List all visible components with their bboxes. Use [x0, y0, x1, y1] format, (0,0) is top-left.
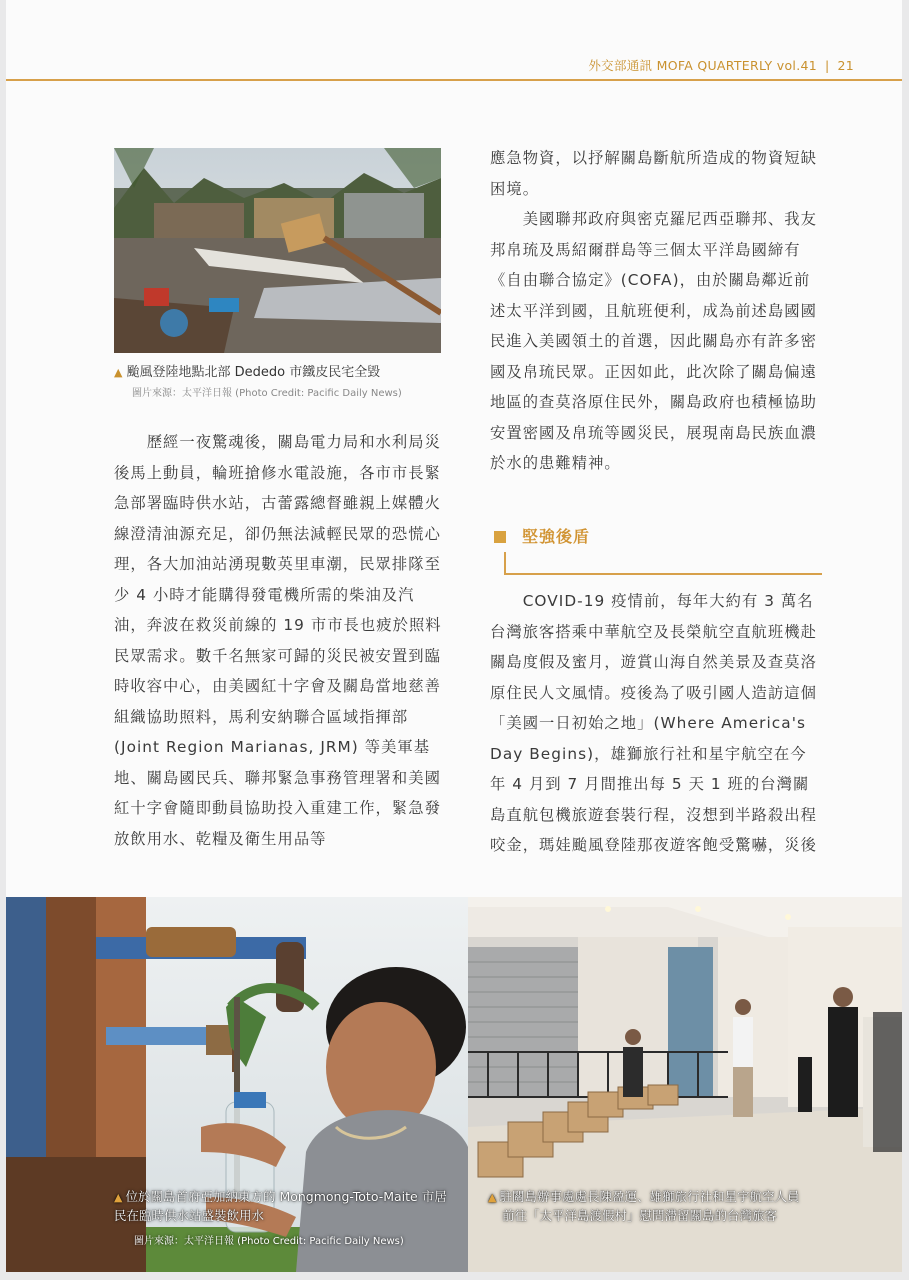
magazine-page	[6, 0, 902, 1272]
caption-text-line1: 駐關島辦事處處長陳盈運、雄獅旅行社和星宇航空人員	[499, 1189, 800, 1204]
photo-caption-overlay	[114, 1188, 454, 1225]
header-separator: |	[824, 58, 830, 73]
photo-caption	[114, 361, 444, 380]
triangle-icon: ▲	[488, 1191, 497, 1204]
body-column-left	[114, 427, 446, 854]
body-column-right-top	[490, 143, 822, 479]
section-title: 堅強後盾	[522, 527, 591, 546]
caption-text: 颱風登陸地點北部 Dededo 市鐵皮民宅全毀	[126, 365, 381, 380]
page-number: 21	[837, 58, 854, 73]
paragraph: COVID-19 疫情前，每年大約有 3 萬名台灣旅客搭乘中華航空及長榮航空直航班機赴關島度假及蜜月，遊賞山海自然美景及查莫洛原住民人文風情。疫後為了吸引國人造訪這個「美國一日初始之地」(Where America's Day Begins)，雄獅旅行社和星宇航空在今年 4 月到 7 月間推出每 5 天 1 班的台灣關島直航包機旅遊套裝行程，沒想到半路殺出程咬金，瑪娃颱風登陸那夜遊客飽受驚嚇，災後	[490, 592, 817, 854]
square-bullet-icon	[494, 531, 506, 543]
photo-caption-overlay	[488, 1188, 888, 1225]
paragraph: 美國聯邦政府與密克羅尼西亞聯邦、我友邦帛琉及馬紹爾群島等三個太平洋島國締有《自由聯合協定》(COFA)，由於關島鄰近前述太平洋到國，且航班便利，成為前述島國國民進入美國領土的首選，因此關島亦有許多密國及帛琉民眾。正因如此，此次除了關島偏遠地區的查莫洛原住民外，關島政府也積極協助安置密國及帛琉等國災民，展現南島民族血濃於水的患難精神。	[490, 210, 817, 472]
photo-credit: 圖片來源：太平洋日報 (Photo Credit: Pacific Daily News)	[134, 1236, 404, 1247]
page-header	[6, 52, 902, 78]
body-column-right-bottom	[490, 586, 822, 861]
section-heading	[494, 524, 822, 574]
paragraph: 歷經一夜驚魂後，關島電力局和水利局災後馬上動員，輪班搶修水電設施，各市市長緊急部署臨時供水站，古蕾露總督雖親上媒體火線澄清油源充足，卻仍無法減輕民眾的恐慌心理，各大加油站湧現數英里車潮，民眾排隊至少 4 小時才能購得發電機所需的柴油及汽油，奔波在救災前線的 19 市市長也疲於照料民眾需求。數千名無家可歸的災民被安置到臨時收容中心，由美國紅十字會及關島當地慈善組織協助照料，馬利安納聯合區域指揮部 (Joint Region Marianas, JRM) 等美軍基地、關島國民兵、聯邦緊急事務管理署和美國紅十字會隨即動員協助投入重建工作，緊急發放飲用水、乾糧及衛生用品等	[114, 433, 442, 848]
running-header	[588, 56, 854, 74]
photo-credit: 圖片來源：太平洋日報 (Photo Credit: Pacific Daily News)	[132, 388, 402, 399]
triangle-icon: ▲	[114, 366, 123, 379]
paragraph: 應急物資，以抒解關島斷航所造成的物資短缺困境。	[490, 149, 817, 198]
photo-destroyed-houses	[114, 148, 441, 353]
section-rule-horizontal	[504, 573, 822, 575]
debris-photo-illustration	[114, 148, 441, 353]
caption-text-line2: 前往「太平洋島渡假村」慰問滯留關島的台灣旅客	[502, 1208, 778, 1223]
caption-text: 位於關島首府亞加納東方的 Mongmong-Toto-Maite 市居民在臨時供水站盛裝飲用水	[114, 1189, 447, 1223]
triangle-icon: ▲	[114, 1191, 123, 1204]
publication-title: 外交部通訊 MOFA QUARTERLY vol.41	[588, 58, 817, 73]
header-rule	[6, 79, 902, 81]
section-rule-vertical	[504, 552, 506, 574]
